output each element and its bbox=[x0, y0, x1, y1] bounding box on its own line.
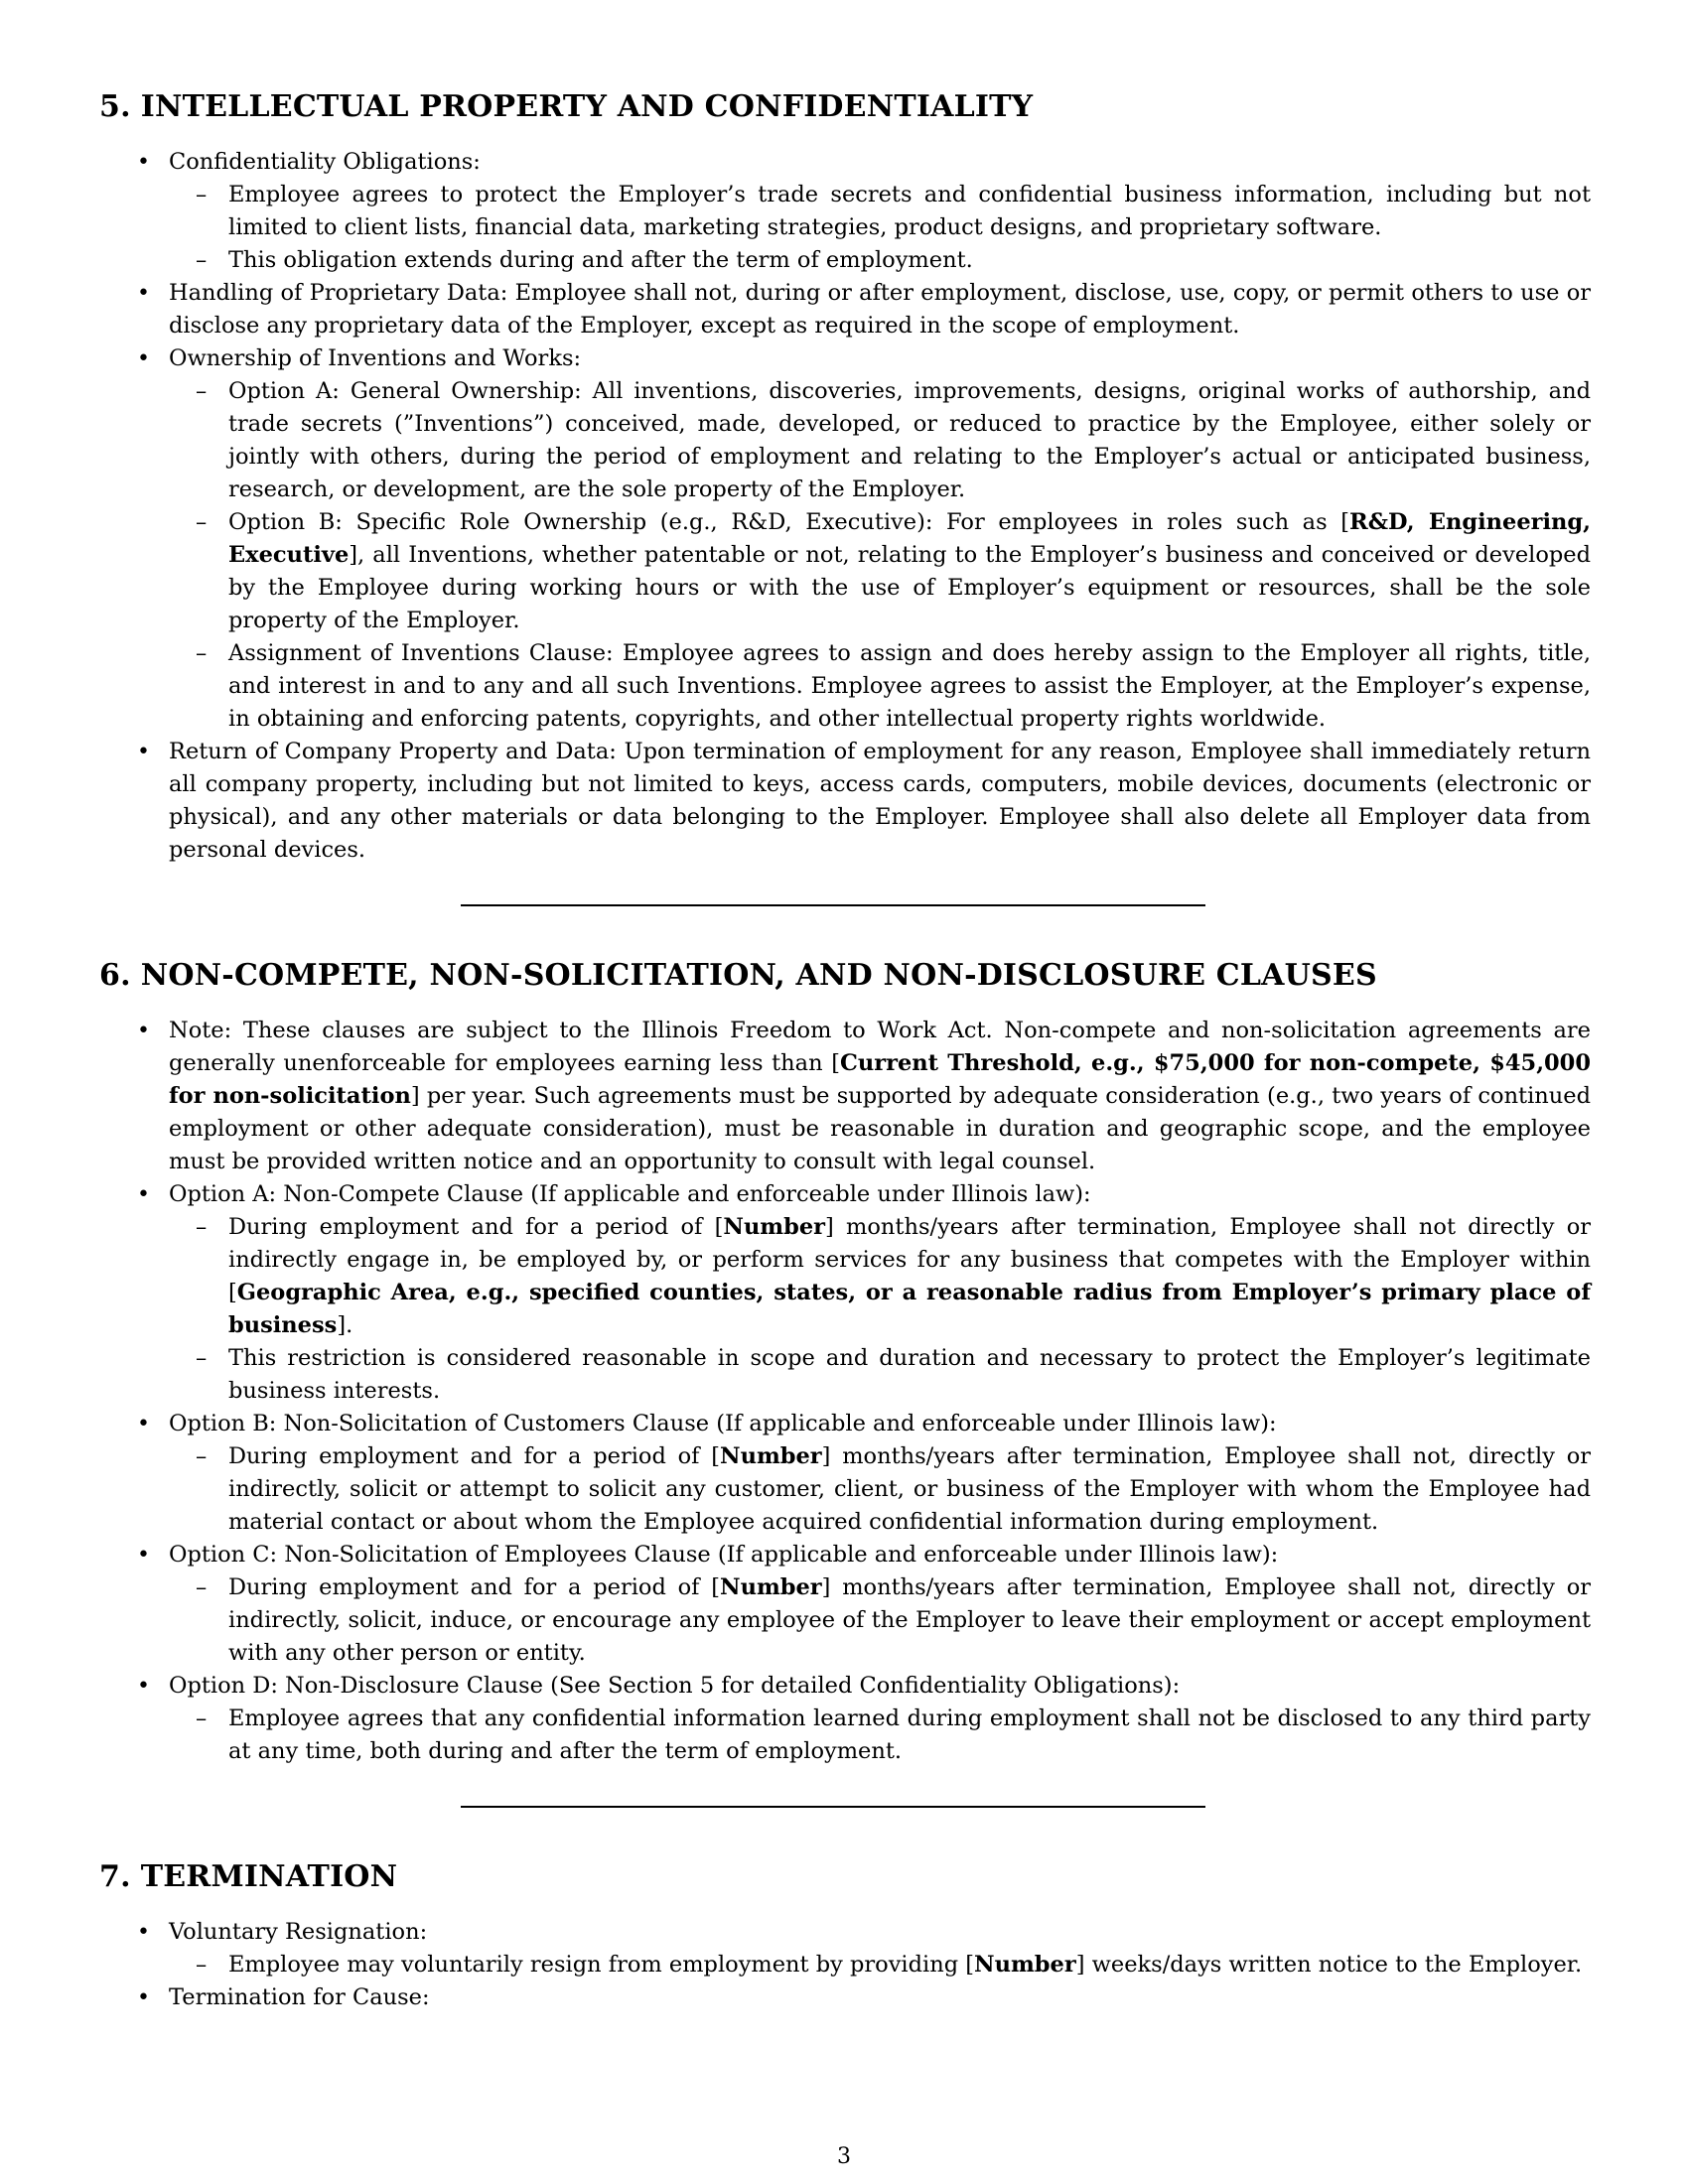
section-divider bbox=[461, 1806, 1205, 1808]
sub-list-item: – Option A: General Ownership: All inventions, discoveries, improvements, designs, original works of authorship, and trade secrets (”Inventions”) conceived, made, developed, or reduced to practice by the Employee, either solely or jointly with others, during the period of employment and relating to the Employer’s actual or anticipated business, research, or development, are the sole property of the Employer. bbox=[169, 375, 1591, 506]
sub-list-item: – During employment and for a period of [Number] months/years after termination, Employee shall not, directly or indirectly, solicit or attempt to solicit any customer, client, or business of the Employer with whom the Employee had material contact or about whom the Employee acquired confidential information during employment. bbox=[169, 1440, 1591, 1539]
sub-list bbox=[169, 1571, 1591, 1670]
list-item: • Note: These clauses are subject to the Illinois Freedom to Work Act. Non-compete and non-solicitation agreements are generally unenforceable for employees earning less than [Current Threshold, e.g., $75,000 for non-compete, $45,000 for non-solicitation] per year. Such agreements must be supported by adequate consideration (e.g., two years of continued employment or other adequate consideration), must be reasonable in duration and geographic scope, and the employee must be provided written notice and an opportunity to consult with legal counsel. bbox=[99, 1015, 1591, 1178]
sub-list-item: – Employee may voluntarily resign from employment by providing [Number] weeks/days written notice to the Employer. bbox=[169, 1949, 1591, 1981]
list-item: • Confidentiality Obligations: – Employee agrees to protect the Employer’s trade secrets and confidential business information, including but not limited to client lists, financial data, marketing strategies, product designs, and proprietary software. – This obligation extends during and after the term of employment. bbox=[99, 146, 1591, 277]
list-item: • Ownership of Inventions and Works: – Option A: General Ownership: All inventions, discoveries, improvements, designs, original works of authorship, and trade secrets (”Inventions”) conceived, made, developed, or reduced to practice by the Employee, either solely or jointly with others, during the period of employment and relating to the Employer’s actual or anticipated business, research, or development, are the sole property of the Employer. – Option B: Specific Role Ownership (e.g., R&D, Executive): For employees in roles such as [R&D, Engineering, Executive], all Inventions, whether patentable or not, relating to the Employer’s business and conceived or developed by the Employee during working hours or with the use of Employer’s equipment or resources, shall be the sole property of the Employer. – Assignment of Inventions Clause: Employee agrees to assign and does hereby assign to the Employer all rights, title, and interest in and to any and all such Inventions. Employee agrees to assist the Employer, at the Employer’s expense, in obtaining and enforcing patents, copyrights, and other intellectual property rights worldwide. bbox=[99, 342, 1591, 736]
sub-list bbox=[169, 1440, 1591, 1539]
sub-list-item: – During employment and for a period of [Number] months/years after termination, Employee shall not, directly or indirectly, solicit, induce, or encourage any employee of the Employer to leave their employment or accept employment with any other person or entity. bbox=[169, 1571, 1591, 1670]
sub-list-item: – Employee agrees to protect the Employer’s trade secrets and confidential business information, including but not limited to client lists, financial data, marketing strategies, product designs, and proprietary software. bbox=[169, 179, 1591, 244]
list-item: • Option C: Non-Solicitation of Employees Clause (If applicable and enforceable under Illinois law): – During employment and for a period of [Number] months/years after termination, Employee shall not, directly or indirectly, solicit, induce, or encourage any employee of the Employer to leave their employment or accept employment with any other person or entity. bbox=[99, 1539, 1591, 1670]
sub-list-item: – Employee agrees that any confidential information learned during employment shall not be disclosed to any third party at any time, both during and after the term of employment. bbox=[169, 1703, 1591, 1768]
list-item: • Handling of Proprietary Data: Employee shall not, during or after employment, disclose, use, copy, or permit others to use or disclose any proprietary data of the Employer, except as required in the scope of employment. bbox=[99, 277, 1591, 342]
section-6-list bbox=[99, 1015, 1591, 1768]
sub-list bbox=[169, 1949, 1591, 1981]
sub-list-item: – Assignment of Inventions Clause: Employee agrees to assign and does hereby assign to the Employer all rights, title, and interest in and to any and all such Inventions. Employee agrees to assist the Employer, at the Employer’s expense, in obtaining and enforcing patents, copyrights, and other intellectual property rights worldwide. bbox=[169, 637, 1591, 736]
sub-list bbox=[169, 1211, 1591, 1408]
list-item: • Voluntary Resignation: – Employee may voluntarily resign from employment by providing [Number] weeks/days written notice to the Employer. bbox=[99, 1916, 1591, 1981]
document-page bbox=[99, 89, 1591, 2014]
list-item: • Termination for Cause: bbox=[99, 1981, 1591, 2014]
sub-list-item: – This obligation extends during and after the term of employment. bbox=[169, 244, 1591, 277]
sub-list-item: – This restriction is considered reasonable in scope and duration and necessary to protect the Employer’s legitimate business interests. bbox=[169, 1342, 1591, 1408]
section-7-heading: 7. TERMINATION bbox=[99, 1859, 398, 1894]
page-number: 3 bbox=[837, 2144, 851, 2169]
section-6-heading: 6. NON-COMPETE, NON-SOLICITATION, AND NON-DISCLOSURE CLAUSES bbox=[99, 958, 1377, 993]
section-5-heading: 5. INTELLECTUAL PROPERTY AND CONFIDENTIALITY bbox=[99, 89, 1034, 124]
sub-list-item: – During employment and for a period of [Number] months/years after termination, Employee shall not directly or indirectly engage in, be employed by, or perform services for any business that competes with the Employer within [Geographic Area, e.g., specified counties, states, or a reasonable radius from Employer’s primary place of business]. bbox=[169, 1211, 1591, 1342]
section-5-list bbox=[99, 146, 1591, 867]
list-item: • Option A: Non-Compete Clause (If applicable and enforceable under Illinois law): – During employment and for a period of [Number] months/years after termination, Employee shall not directly or indirectly engage in, be employed by, or perform services for any business that competes with the Employer within [Geographic Area, e.g., specified counties, states, or a reasonable radius from Employer’s primary place of business]. – This restriction is considered reasonable in scope and duration and necessary to protect the Employer’s legitimate business interests. bbox=[99, 1178, 1591, 1408]
sub-list bbox=[169, 179, 1591, 277]
section-divider bbox=[461, 904, 1205, 906]
sub-list bbox=[169, 1703, 1591, 1768]
list-item: • Option D: Non-Disclosure Clause (See Section 5 for detailed Confidentiality Obligations): – Employee agrees that any confidential information learned during employment shall not be disclosed to any third party at any time, both during and after the term of employment. bbox=[99, 1670, 1591, 1768]
list-item: • Return of Company Property and Data: Upon termination of employment for any reason, Employee shall immediately return all company property, including but not limited to keys, access cards, computers, mobile devices, documents (electronic or physical), and any other materials or data belonging to the Employer. Employee shall also delete all Employer data from personal devices. bbox=[99, 736, 1591, 867]
sub-list bbox=[169, 375, 1591, 736]
sub-list-item: – Option B: Specific Role Ownership (e.g., R&D, Executive): For employees in roles such as [R&D, Engineering, Executive], all Inventions, whether patentable or not, relating to the Employer’s business and conceived or developed by the Employee during working hours or with the use of Employer’s equipment or resources, shall be the sole property of the Employer. bbox=[169, 506, 1591, 637]
list-item: • Option B: Non-Solicitation of Customers Clause (If applicable and enforceable under Illinois law): – During employment and for a period of [Number] months/years after termination, Employee shall not, directly or indirectly, solicit or attempt to solicit any customer, client, or business of the Employer with whom the Employee had material contact or about whom the Employee acquired confidential information during employment. bbox=[99, 1408, 1591, 1539]
section-7-list bbox=[99, 1916, 1591, 2014]
